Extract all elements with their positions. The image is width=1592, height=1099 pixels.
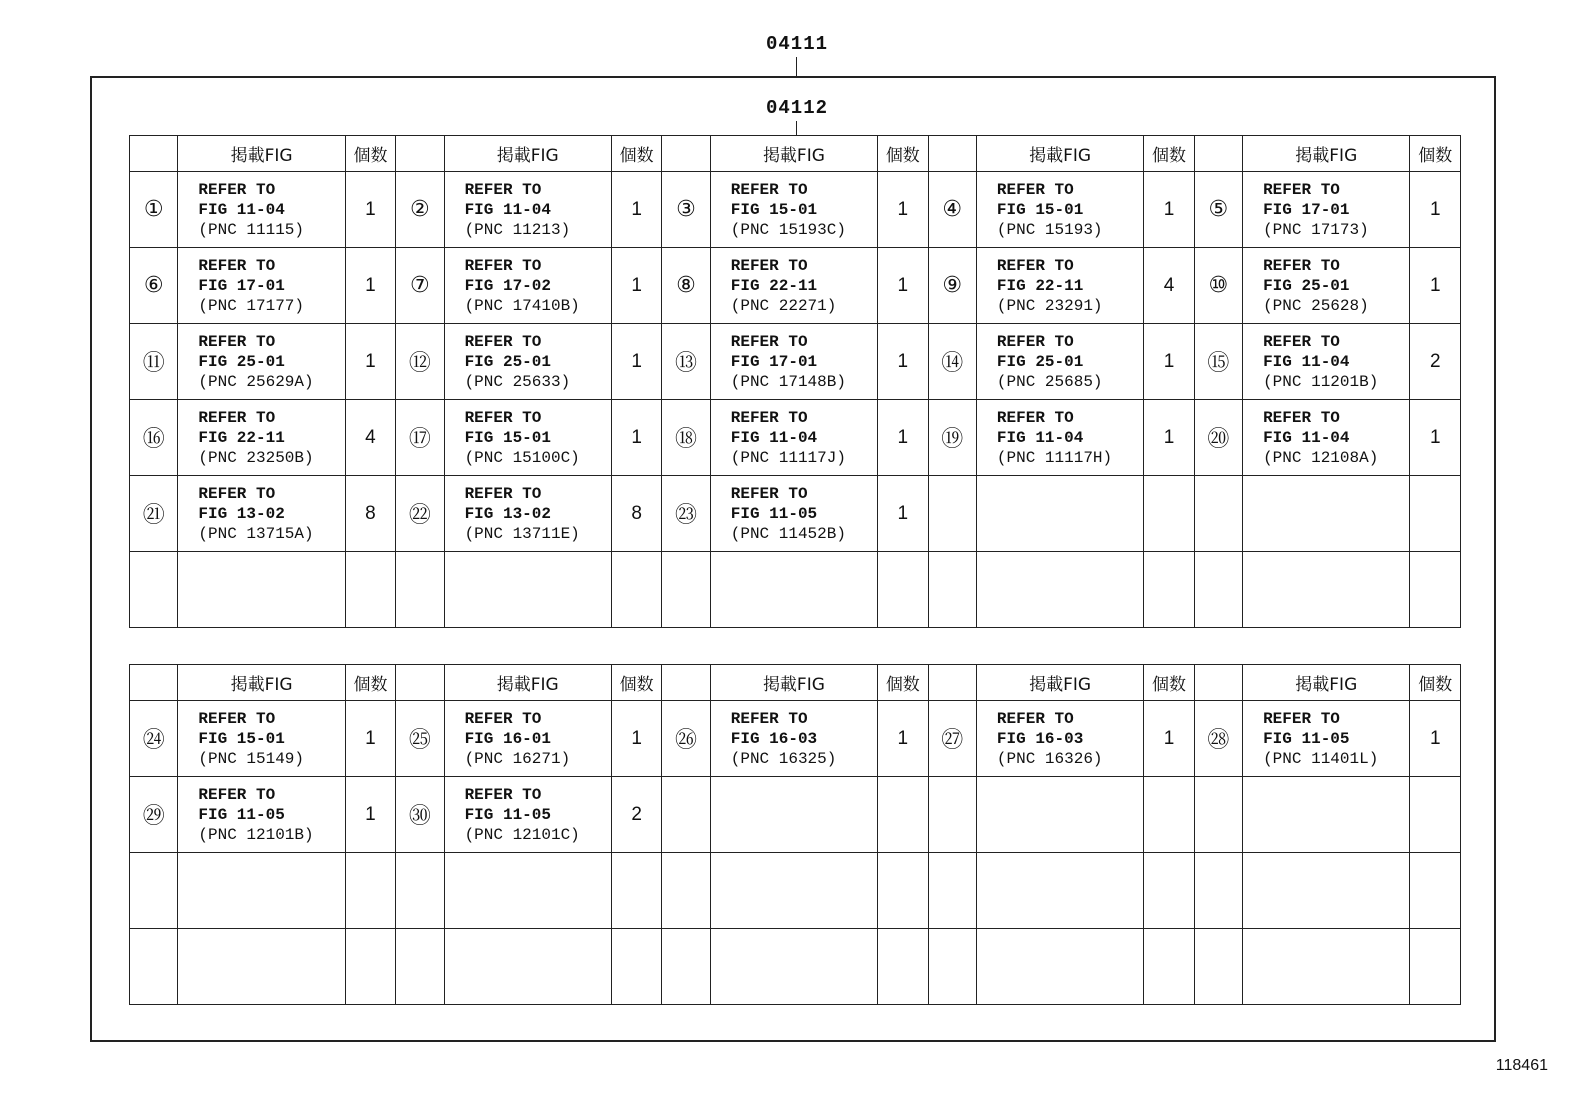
refer-to-text: REFER TO [730,408,808,427]
pnc-code: (PNC 16271) [464,749,571,768]
fig-reference [1243,552,1410,628]
item-quantity: 1 [345,701,395,777]
fig-reference [976,777,1143,853]
item-quantity: 1 [611,400,661,476]
fig-number: FIG 22-11 [198,428,285,447]
item-number: ② [396,172,444,248]
pnc-code: (PNC 22271) [730,296,837,315]
pnc-code: (PNC 15193) [996,220,1103,239]
item-quantity: 1 [1410,400,1461,476]
fig-reference [444,701,611,777]
item-quantity: 8 [611,476,661,552]
item-number [396,552,444,628]
refer-to-text: REFER TO [198,332,276,351]
pnc-code: (PNC 15149) [198,749,305,768]
item-number [928,853,976,929]
item-number: ① [130,172,178,248]
table-header-row [130,665,1461,701]
item-quantity [345,552,395,628]
fig-number: FIG 13-02 [464,504,551,523]
item-number [928,552,976,628]
item-quantity [345,929,395,1005]
item-quantity: 1 [878,172,928,248]
item-quantity: 1 [345,324,395,400]
fig-number: FIG 11-05 [1263,729,1350,748]
table-row [130,552,1461,628]
fig-reference [444,324,611,400]
refer-to-text: REFER TO [198,180,276,199]
pnc-code: (PNC 13715A) [198,524,314,543]
pnc-code: (PNC 25629A) [198,372,314,391]
fig-reference [1243,172,1410,248]
header-fig: 掲載FIG [976,136,1143,172]
fig-number: FIG 11-04 [1263,352,1350,371]
item-number: ㉔ [130,701,178,777]
refer-to-text: REFER TO [464,484,542,503]
fig-reference [444,552,611,628]
table-row [130,701,1461,777]
item-quantity [878,777,928,853]
item-number: ㉑ [130,476,178,552]
parts-table-2 [129,664,1461,1005]
item-quantity [1410,777,1461,853]
item-number [662,853,710,929]
item-quantity: 1 [1144,400,1194,476]
table-header-row [130,136,1461,172]
header-qty: 個数 [878,136,928,172]
header-number-cell [130,665,178,701]
item-number: ⑩ [1194,248,1242,324]
fig-reference [710,400,877,476]
item-number: ⑥ [130,248,178,324]
fig-reference [444,172,611,248]
item-quantity: 1 [1410,172,1461,248]
fig-reference [710,853,877,929]
pnc-code: (PNC 23250B) [198,448,314,467]
item-quantity [1410,929,1461,1005]
refer-to-text: REFER TO [464,332,542,351]
fig-number: FIG 15-01 [730,200,818,219]
fig-reference [710,172,877,248]
item-quantity [1410,476,1461,552]
pnc-code: (PNC 25628) [1263,296,1369,315]
item-quantity [1144,929,1194,1005]
item-number [1194,929,1242,1005]
item-quantity: 1 [878,400,928,476]
item-quantity: 1 [611,701,661,777]
item-quantity: 1 [1410,701,1461,777]
header-qty: 個数 [1410,136,1461,172]
table-row [130,777,1461,853]
header-number-cell [662,136,710,172]
header-fig: 掲載FIG [710,665,877,701]
fig-reference [1243,476,1410,552]
table-row [130,172,1461,248]
item-number: ⑧ [662,248,710,324]
header-qty: 個数 [611,665,661,701]
fig-number: FIG 15-01 [996,200,1084,219]
item-number [396,853,444,929]
fig-number: FIG 11-05 [198,805,285,824]
fig-reference [178,400,345,476]
refer-to-text: REFER TO [464,709,542,728]
refer-to-text: REFER TO [198,484,276,503]
header-qty: 個数 [345,136,395,172]
item-number: ㉓ [662,476,710,552]
fig-number: FIG 25-01 [198,352,285,371]
fig-reference [178,701,345,777]
header-qty: 個数 [611,136,661,172]
header-number-cell [928,665,976,701]
item-number [130,853,178,929]
fig-reference [1243,701,1410,777]
fig-number: FIG 16-01 [464,729,551,748]
fig-reference [178,552,345,628]
item-number: ⑨ [928,248,976,324]
item-quantity: 1 [1144,701,1194,777]
refer-to-text: REFER TO [198,408,276,427]
fig-reference [1243,853,1410,929]
item-quantity [1410,552,1461,628]
fig-number: FIG 11-05 [730,504,818,523]
callout-inner: 04112 [766,97,829,119]
item-number: ㉚ [396,777,444,853]
header-number-cell [1194,665,1242,701]
item-number: ⑰ [396,400,444,476]
fig-reference [1243,400,1410,476]
item-number: ⑯ [130,400,178,476]
item-number [396,929,444,1005]
fig-reference [178,172,345,248]
fig-reference [976,929,1143,1005]
header-fig: 掲載FIG [1243,665,1410,701]
pnc-code: (PNC 11401L) [1263,749,1379,768]
item-number [130,929,178,1005]
pnc-code: (PNC 11115) [198,220,305,239]
item-number [1194,853,1242,929]
item-quantity [611,853,661,929]
pnc-code: (PNC 11201B) [1263,372,1379,391]
fig-reference [976,552,1143,628]
fig-reference [1243,929,1410,1005]
item-quantity: 8 [345,476,395,552]
document-code: 118461 [1495,1057,1548,1074]
fig-reference [710,476,877,552]
parts-table-1 [129,135,1461,628]
pnc-code: (PNC 16326) [996,749,1103,768]
fig-reference [178,476,345,552]
item-quantity [1144,853,1194,929]
refer-to-text: REFER TO [1263,408,1340,427]
pnc-code: (PNC 17173) [1263,220,1369,239]
fig-number: FIG 13-02 [198,504,285,523]
callout-outer: 04111 [766,33,829,55]
item-quantity [1144,552,1194,628]
header-fig: 掲載FIG [178,665,345,701]
table-row [130,853,1461,929]
fig-reference [1243,248,1410,324]
item-number [928,777,976,853]
fig-reference [444,853,611,929]
header-number-cell [130,136,178,172]
refer-to-text: REFER TO [464,408,542,427]
leader-line-inner [796,121,797,136]
refer-to-text: REFER TO [996,408,1074,427]
item-quantity: 1 [878,324,928,400]
item-quantity [878,853,928,929]
fig-number: FIG 11-04 [198,200,285,219]
table-row [130,248,1461,324]
fig-number: FIG 17-01 [1263,200,1350,219]
item-quantity: 4 [1144,248,1194,324]
header-fig: 掲載FIG [444,665,611,701]
fig-reference [710,248,877,324]
item-quantity: 1 [878,248,928,324]
fig-reference [976,172,1143,248]
item-quantity [611,552,661,628]
pnc-code: (PNC 12101B) [198,825,314,844]
item-number [928,476,976,552]
pnc-code: (PNC 13711E) [464,524,580,543]
header-number-cell [662,665,710,701]
refer-to-text: REFER TO [730,709,808,728]
fig-reference [444,929,611,1005]
pnc-code: (PNC 15193C) [730,220,846,239]
header-fig: 掲載FIG [444,136,611,172]
fig-number: FIG 25-01 [996,352,1084,371]
item-number [662,929,710,1005]
pnc-code: (PNC 11117H) [996,448,1113,467]
pnc-code: (PNC 17148B) [730,372,846,391]
refer-to-text: REFER TO [1263,256,1340,275]
header-number-cell [1194,136,1242,172]
item-number [928,929,976,1005]
item-quantity [1410,853,1461,929]
pnc-code: (PNC 25685) [996,372,1103,391]
item-number: ⑬ [662,324,710,400]
refer-to-text: REFER TO [198,785,276,804]
refer-to-text: REFER TO [198,256,276,275]
fig-reference [1243,324,1410,400]
item-number [130,552,178,628]
fig-reference [178,248,345,324]
fig-number: FIG 25-01 [464,352,551,371]
item-quantity: 1 [345,248,395,324]
header-number-cell [396,665,444,701]
header-number-cell [396,136,444,172]
header-qty: 個数 [1144,665,1194,701]
pnc-code: (PNC 23291) [996,296,1103,315]
pnc-code: (PNC 11117J) [730,448,846,467]
pnc-code: (PNC 11452B) [730,524,846,543]
refer-to-text: REFER TO [996,332,1074,351]
fig-number: FIG 17-01 [730,352,818,371]
header-fig: 掲載FIG [976,665,1143,701]
fig-reference [976,476,1143,552]
fig-reference [710,324,877,400]
fig-reference [976,701,1143,777]
item-number: ⑮ [1194,324,1242,400]
fig-number: FIG 16-03 [730,729,818,748]
item-quantity: 1 [1410,248,1461,324]
fig-number: FIG 25-01 [1263,276,1350,295]
fig-reference [710,929,877,1005]
pnc-code: (PNC 16325) [730,749,837,768]
table-row [130,324,1461,400]
item-number: ㉘ [1194,701,1242,777]
item-quantity [611,929,661,1005]
item-number: ⑫ [396,324,444,400]
fig-reference [178,777,345,853]
pnc-code: (PNC 25633) [464,372,571,391]
header-qty: 個数 [878,665,928,701]
table-row [130,400,1461,476]
fig-number: FIG 17-01 [198,276,285,295]
fig-number: FIG 11-04 [730,428,818,447]
fig-reference [444,400,611,476]
fig-reference [976,853,1143,929]
refer-to-text: REFER TO [996,256,1074,275]
refer-to-text: REFER TO [996,180,1074,199]
item-number: ㉙ [130,777,178,853]
fig-reference [710,552,877,628]
item-quantity [1144,777,1194,853]
fig-number: FIG 22-11 [730,276,818,295]
item-number [1194,777,1242,853]
fig-number: FIG 15-01 [464,428,551,447]
pnc-code: (PNC 12101C) [464,825,580,844]
item-number [1194,476,1242,552]
refer-to-text: REFER TO [1263,332,1340,351]
fig-reference [444,777,611,853]
fig-reference [976,400,1143,476]
pnc-code: (PNC 12108A) [1263,448,1379,467]
item-number: ⑦ [396,248,444,324]
fig-reference [710,701,877,777]
item-number: ㉕ [396,701,444,777]
header-fig: 掲載FIG [1243,136,1410,172]
item-number: ④ [928,172,976,248]
refer-to-text: REFER TO [1263,180,1340,199]
item-number: ㉗ [928,701,976,777]
fig-reference [444,476,611,552]
refer-to-text: REFER TO [464,785,542,804]
item-number: ㉖ [662,701,710,777]
refer-to-text: REFER TO [464,180,542,199]
fig-number: FIG 11-05 [464,805,551,824]
item-number: ⑱ [662,400,710,476]
fig-number: FIG 22-11 [996,276,1084,295]
item-number: ⑤ [1194,172,1242,248]
item-quantity [878,929,928,1005]
fig-reference [976,248,1143,324]
item-quantity: 2 [611,777,661,853]
refer-to-text: REFER TO [1263,709,1340,728]
item-number: ⑭ [928,324,976,400]
pnc-code: (PNC 17410B) [464,296,580,315]
fig-reference [178,853,345,929]
item-quantity: 1 [878,701,928,777]
refer-to-text: REFER TO [730,332,808,351]
item-number [662,777,710,853]
item-quantity: 1 [1144,172,1194,248]
table-row [130,476,1461,552]
pnc-code: (PNC 15100C) [464,448,580,467]
refer-to-text: REFER TO [730,484,808,503]
fig-reference [1243,777,1410,853]
item-number: ㉒ [396,476,444,552]
header-qty: 個数 [1410,665,1461,701]
fig-number: FIG 16-03 [996,729,1084,748]
item-quantity: 1 [1144,324,1194,400]
item-number: ③ [662,172,710,248]
header-qty: 個数 [345,665,395,701]
item-number: ⑪ [130,324,178,400]
item-quantity: 2 [1410,324,1461,400]
fig-reference [444,248,611,324]
leader-line-outer [796,57,797,77]
item-number: ⑳ [1194,400,1242,476]
item-quantity: 1 [345,777,395,853]
item-quantity: 1 [611,324,661,400]
item-quantity: 1 [345,172,395,248]
item-number [1194,552,1242,628]
fig-reference [178,324,345,400]
fig-reference [178,929,345,1005]
fig-reference [710,777,877,853]
fig-number: FIG 17-02 [464,276,551,295]
item-quantity [1144,476,1194,552]
fig-number: FIG 11-04 [996,428,1084,447]
pnc-code: (PNC 11213) [464,220,571,239]
item-quantity: 1 [611,172,661,248]
header-fig: 掲載FIG [710,136,877,172]
refer-to-text: REFER TO [996,709,1074,728]
refer-to-text: REFER TO [730,180,808,199]
fig-reference [976,324,1143,400]
header-qty: 個数 [1144,136,1194,172]
header-fig: 掲載FIG [178,136,345,172]
header-number-cell [928,136,976,172]
table-row [130,929,1461,1005]
fig-number: FIG 15-01 [198,729,285,748]
pnc-code: (PNC 17177) [198,296,305,315]
item-number [662,552,710,628]
refer-to-text: REFER TO [464,256,542,275]
item-quantity [345,853,395,929]
item-quantity: 1 [878,476,928,552]
item-quantity: 1 [611,248,661,324]
item-quantity [878,552,928,628]
item-number: ⑲ [928,400,976,476]
refer-to-text: REFER TO [198,709,276,728]
fig-number: FIG 11-04 [1263,428,1350,447]
item-quantity: 4 [345,400,395,476]
refer-to-text: REFER TO [730,256,808,275]
fig-number: FIG 11-04 [464,200,551,219]
